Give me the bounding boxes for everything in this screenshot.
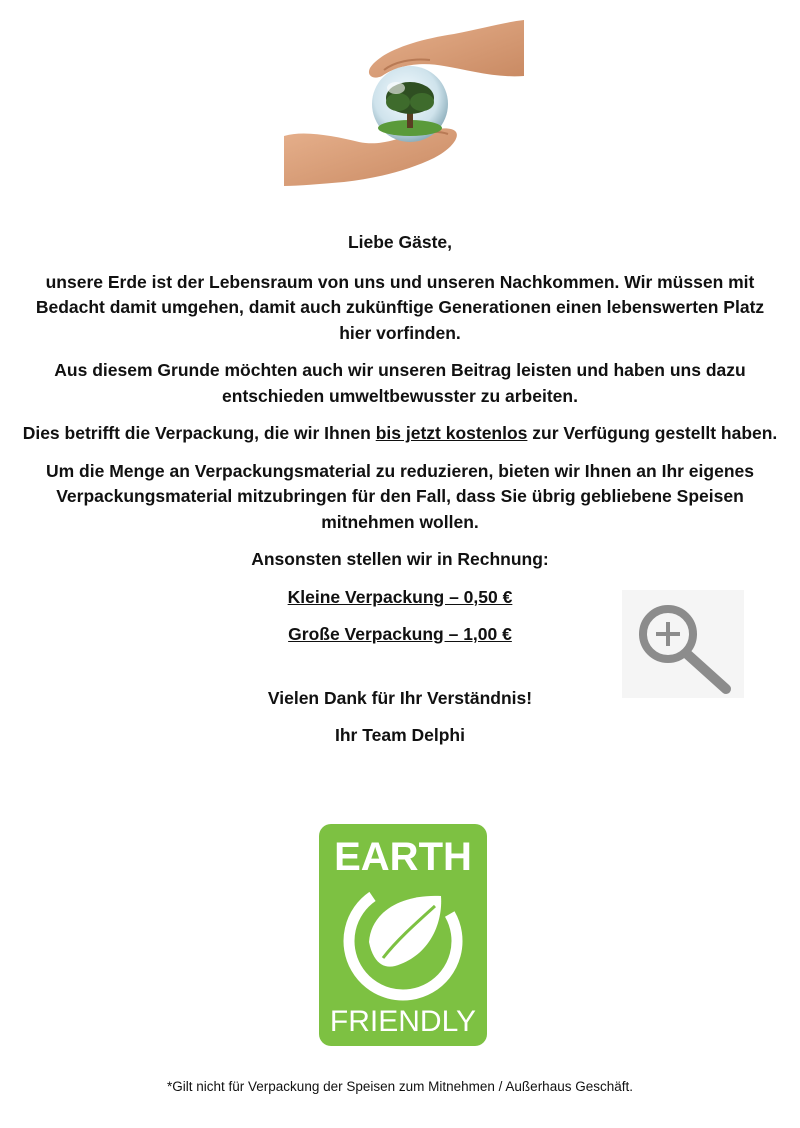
price-small-packaging: Kleine Verpackung – 0,50 € <box>287 586 513 607</box>
paragraph-packaging-start: Dies betrifft die Verpackung, die wir Ihnen <box>22 423 376 443</box>
thanks-line: Vielen Dank für Ihr Verständnis! <box>267 687 533 708</box>
footnote: *Gilt nicht für Verpackung der Speisen zum Mitnehmen / Außerhaus Geschäft. <box>167 1079 633 1094</box>
hands-globe-image <box>284 18 524 186</box>
earth-friendly-logo <box>319 824 487 1046</box>
paragraph-own-material: Um die Menge an Verpackungsmaterial zu reduzieren, bieten wir Ihnen an Ihr eigenes Verpackungsmaterial mitzubringen für den Fall, dass Sie übrig gebliebene Speisen mitnehmen wollen. <box>46 460 754 532</box>
svg-text:EARTH: EARTH <box>334 835 472 879</box>
billing-intro: Ansonsten stellen wir in Rechnung: <box>251 549 549 569</box>
zoom-in-icon[interactable] <box>622 590 744 698</box>
greeting: Liebe Gäste, <box>347 232 453 252</box>
paragraph-contribution: Aus diesem Grunde möchten auch wir unseren Beitrag leisten und haben uns dazu entschieden umweltbewusster zu arbeiten. <box>54 360 746 406</box>
paragraph-environment: unsere Erde ist der Lebensraum von uns und unseren Nachkommen. Wir müssen mit Bedacht damit umgehen, damit auch zukünftige Generationen einen lebenswerten Platz hier vorfinden. <box>35 271 765 343</box>
paragraph-packaging <box>22 421 778 447</box>
svg-text:FRIENDLY: FRIENDLY <box>329 1005 477 1038</box>
signature: Ihr Team Delphi <box>335 725 465 745</box>
paragraph-packaging-end: zur Verfügung gestellt haben. <box>527 423 778 443</box>
price-large-packaging: Große Verpackung – 1,00 € <box>288 624 512 644</box>
free-until-now-underlined: bis jetzt kostenlos <box>375 423 528 443</box>
